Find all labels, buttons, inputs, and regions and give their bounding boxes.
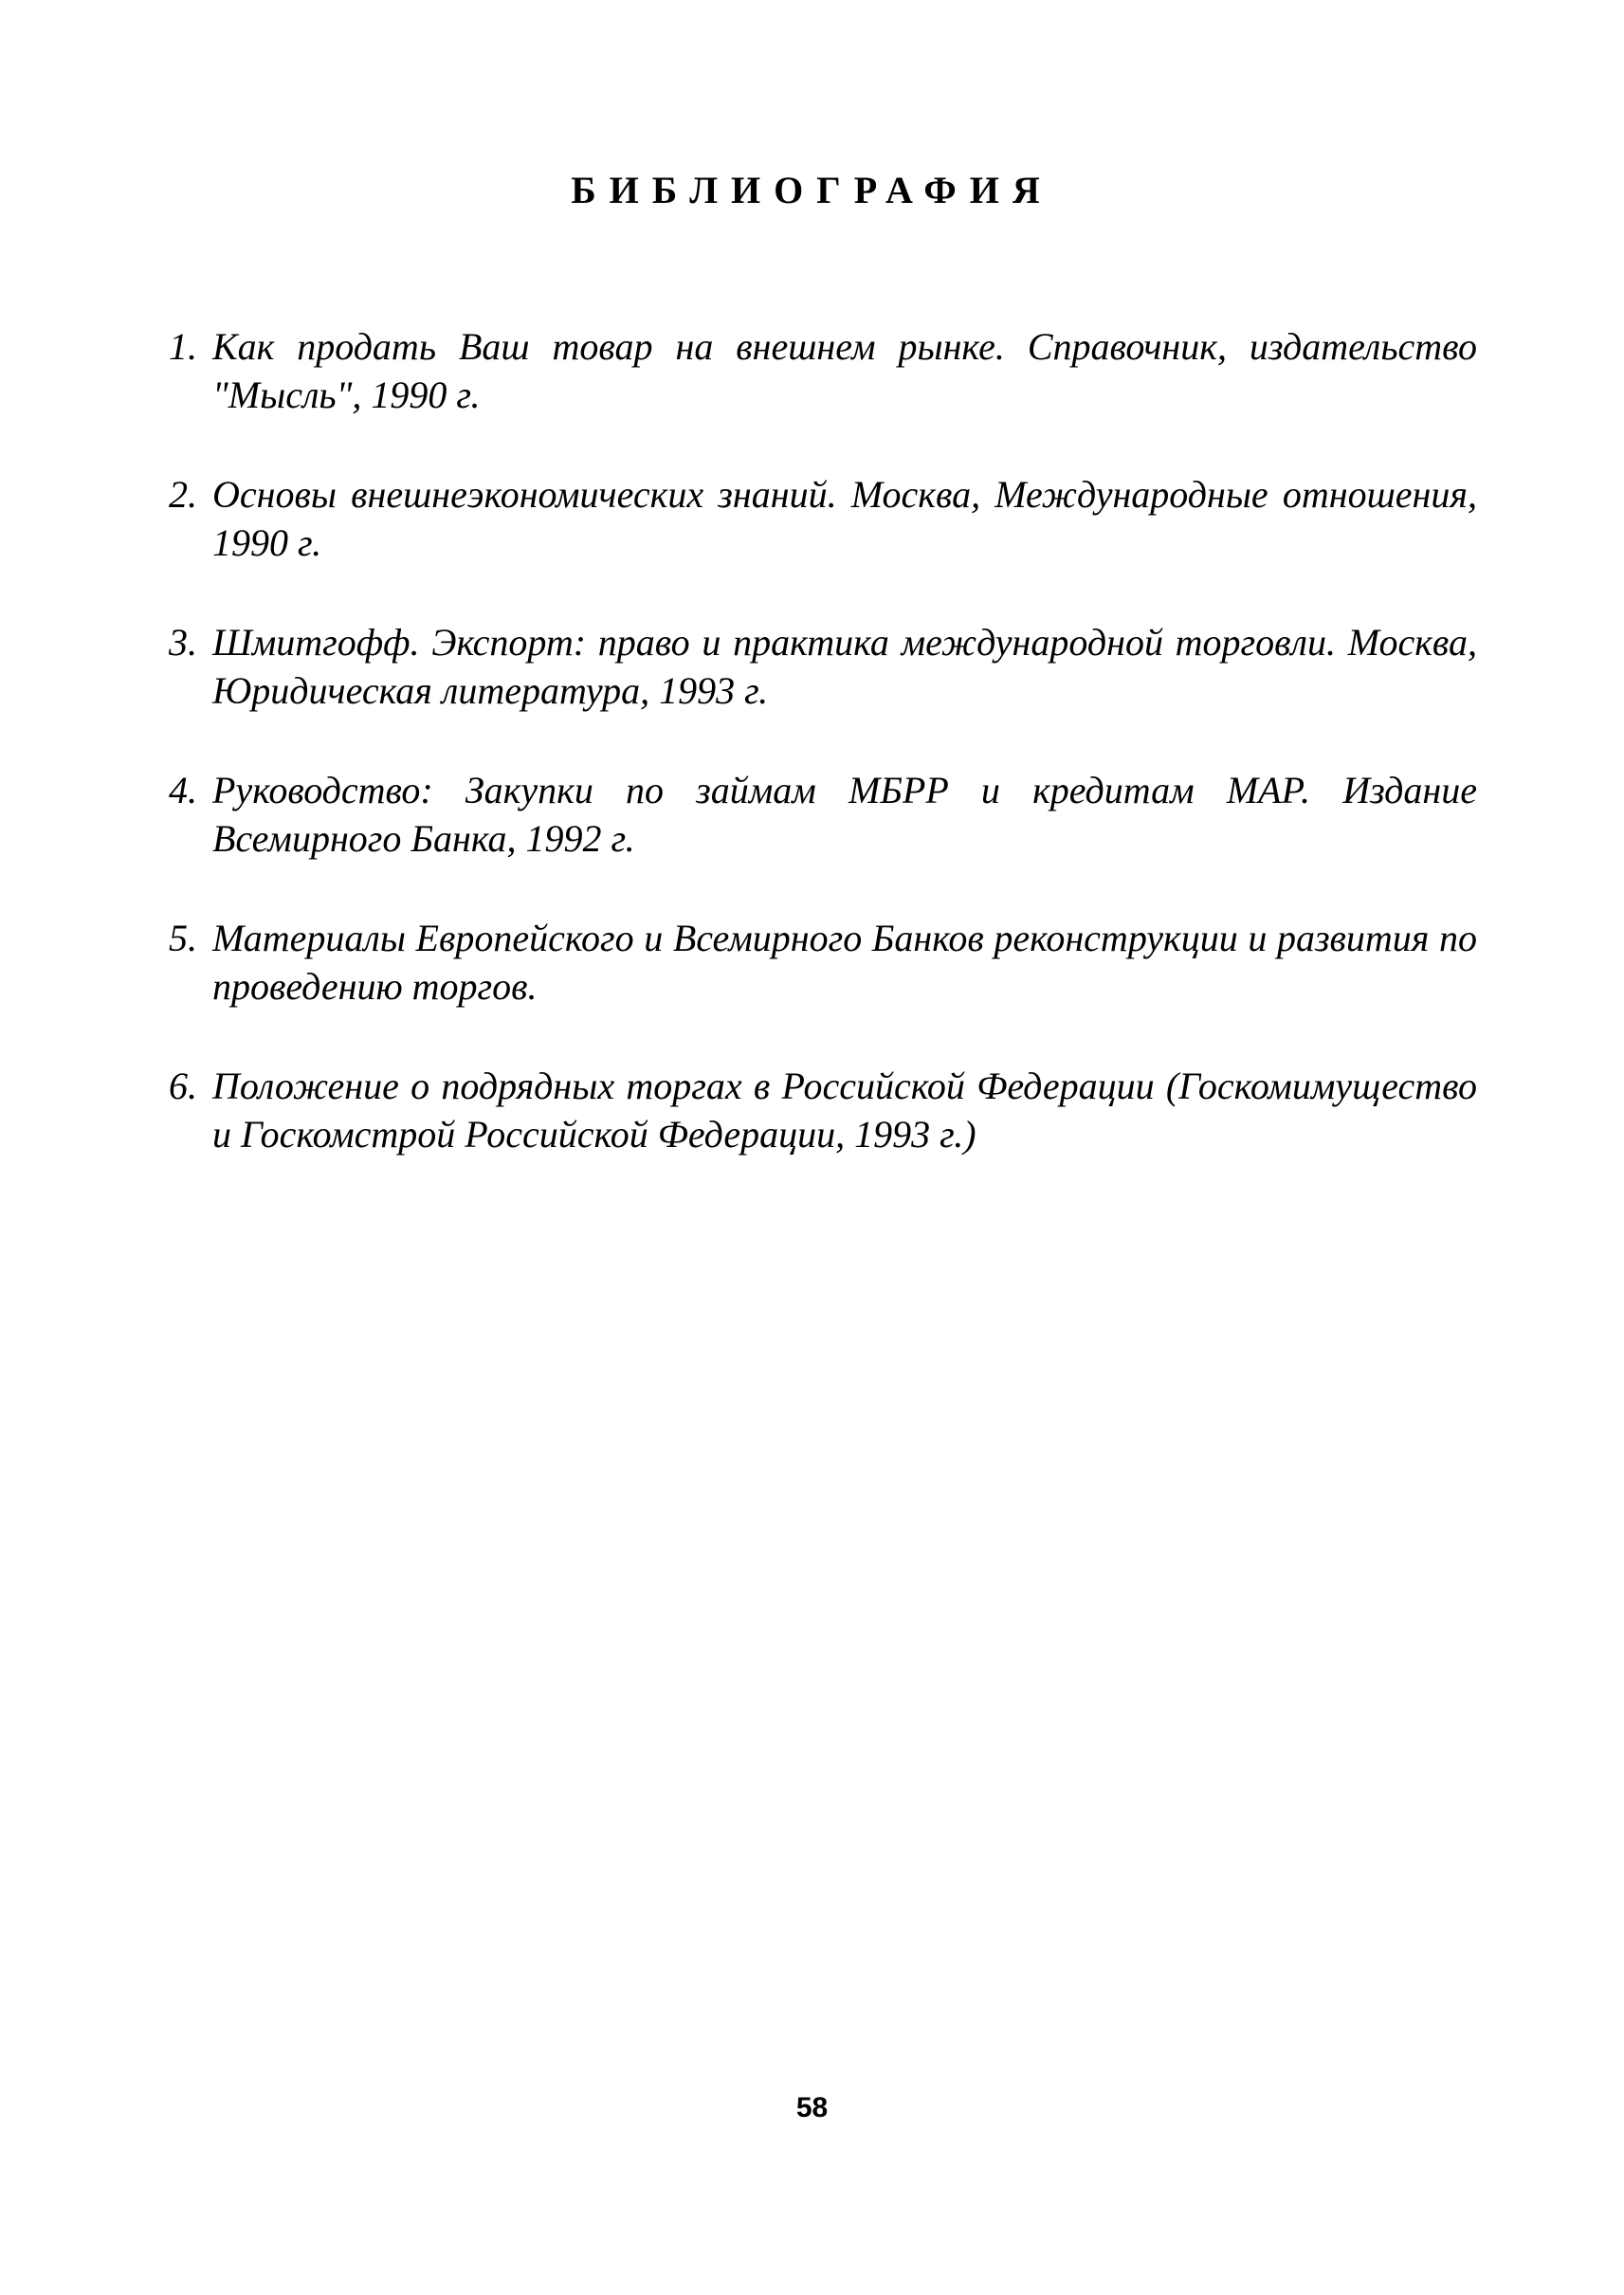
- entry-number: 3.: [169, 621, 197, 664]
- entry-text: Положение о подрядных торгах в Российской Федерации (Госкомимущество и Госкомстрой Российской Федерации, 1993 г.): [212, 1065, 1477, 1156]
- bibliography-entry-3: [169, 618, 1477, 715]
- bibliography-entry-4: [169, 766, 1477, 863]
- entry-number: 2.: [169, 473, 197, 516]
- entry-text: Материалы Европейского и Всемирного Банков реконструкции и развития по проведению торгов.: [212, 917, 1477, 1008]
- entry-text: Основы внешнеэкономических знаний. Москва, Международные отношения, 1990 г.: [212, 473, 1477, 564]
- bibliography-entry-2: [169, 470, 1477, 567]
- entry-number: 1.: [169, 325, 197, 368]
- entry-text: Шмитгофф. Экспорт: право и практика международной торговли. Москва, Юридическая литература, 1993 г.: [212, 621, 1477, 712]
- bibliography-list: [169, 322, 1477, 1210]
- entry-number: 6.: [169, 1065, 197, 1107]
- entry-number: 5.: [169, 917, 197, 959]
- entry-text: Руководство: Закупки по займам МБРР и кредитам МАР. Издание Всемирного Банка, 1992 г.: [212, 769, 1477, 860]
- bibliography-entry-1: [169, 322, 1477, 419]
- entry-number: 4.: [169, 769, 197, 811]
- entry-text: Как продать Ваш товар на внешнем рынке. Справочник, издательство "Мысль", 1990 г.: [212, 325, 1477, 416]
- page-title: БИБЛИОГРАФИЯ: [571, 169, 1053, 211]
- bibliography-entry-6: [169, 1062, 1477, 1158]
- page-number: 58: [795, 2092, 829, 2123]
- bibliography-entry-5: [169, 914, 1477, 1011]
